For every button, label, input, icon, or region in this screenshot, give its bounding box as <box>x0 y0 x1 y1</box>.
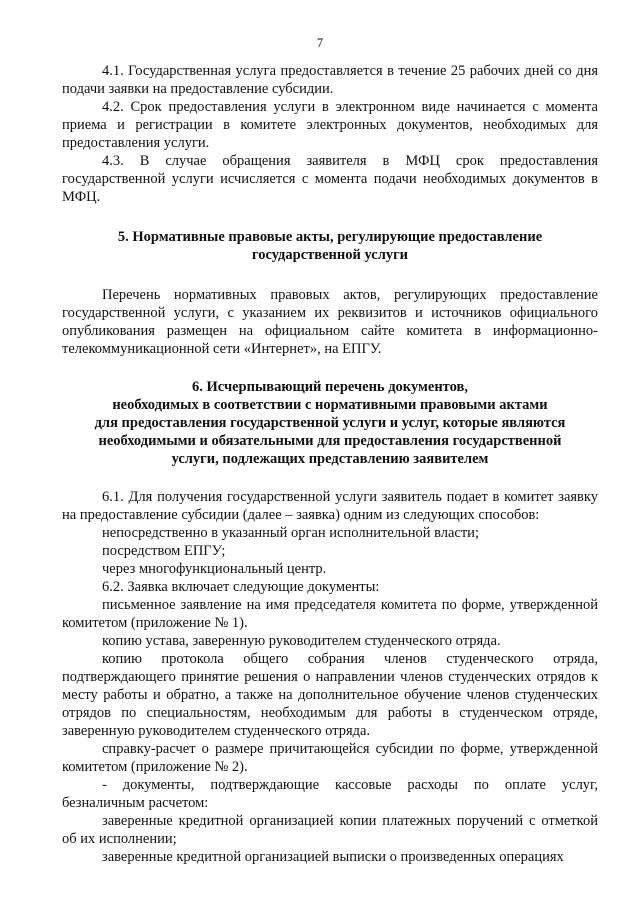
section-6-heading-line: необходимыми и обязательными для предоставления государственной <box>98 433 562 449</box>
paragraph-4-3: 4.3. В случае обращения заявителя в МФЦ срок предоставления государственной услуги исчисляется с момента подачи необходимых документов в МФЦ. <box>62 153 598 205</box>
submission-way-item: посредством ЕПГУ; <box>102 543 226 559</box>
section-5-heading-line: государственной услуги <box>251 247 409 263</box>
section-5-heading-line: 5. Нормативные правовые акты, регулирующие предоставление <box>117 229 543 245</box>
document-list-item: копию протокола общего собрания членов студенческого отряда, подтверждающего принятие решения о направлении членов студенческих отрядов к месту работы и обратно, а также на дополнительное обучение членов студенческих отрядов по специальностям, необходимым для работы в студенческом отряде, заверенную руководителем студенческого отряда. <box>62 651 598 739</box>
section-6-heading <box>62 378 598 468</box>
section-6-heading-line: необходимых в соответствии с нормативными правовыми актами <box>112 397 548 413</box>
submission-way-item: через многофункциональный центр. <box>102 561 327 577</box>
submission-way-item: непосредственно в указанный орган исполнительной власти; <box>102 525 479 541</box>
document-list-item: - документы, подтверждающие кассовые расходы по оплате услуг, безналичным расчетом: <box>62 777 598 811</box>
paragraph-6-2: 6.2. Заявка включает следующие документы: <box>102 579 380 595</box>
paragraph-5-1: Перечень нормативных правовых актов, регулирующих предоставление государственной услуги, с указанием их реквизитов и источников официального опубликования размещен на официальном сайте комитета в информационно-телекоммуникационной сети «Интернет», на ЕПГУ. <box>62 287 598 357</box>
page-content <box>62 62 598 866</box>
paragraph-4-2: 4.2. Срок предоставления услуги в электронном виде начинается с момента приема и регистрации в комитете электронных документов, необходимых для предоставления услуги. <box>62 99 598 151</box>
document-sublist-item: заверенные кредитной организацией копии платежных поручений с отметкой об их исполнении; <box>62 813 598 847</box>
section-6-heading-line: для предоставления государственной услуги и услуг, которые являются <box>94 415 566 431</box>
section-5-heading <box>62 228 598 264</box>
document-sublist-item: заверенные кредитной организацией выписки о произведенных операциях <box>102 849 564 865</box>
document-list-item: копию устава, заверенную руководителем студенческого отряда. <box>102 633 501 649</box>
paragraph-6-1: 6.1. Для получения государственной услуги заявитель подает в комитет заявку на предоставление субсидии (далее – заявка) одним из следующих способов: <box>62 489 598 523</box>
document-list-item: письменное заявление на имя председателя комитета по форме, утвержденной комитетом (приложение № 1). <box>62 597 598 631</box>
paragraph-4-1: 4.1. Государственная услуга предоставляется в течение 25 рабочих дней со дня подачи заявки на предоставление субсидии. <box>62 63 598 97</box>
section-6-heading-line: услуги, подлежащих представлению заявителем <box>171 451 489 467</box>
page-number: 7 <box>316 36 324 50</box>
document-list-item: справку-расчет о размере причитающейся субсидии по форме, утвержденной комитетом (приложение № 2). <box>62 741 598 775</box>
section-6-heading-line: 6. Исчерпывающий перечень документов, <box>192 379 468 395</box>
